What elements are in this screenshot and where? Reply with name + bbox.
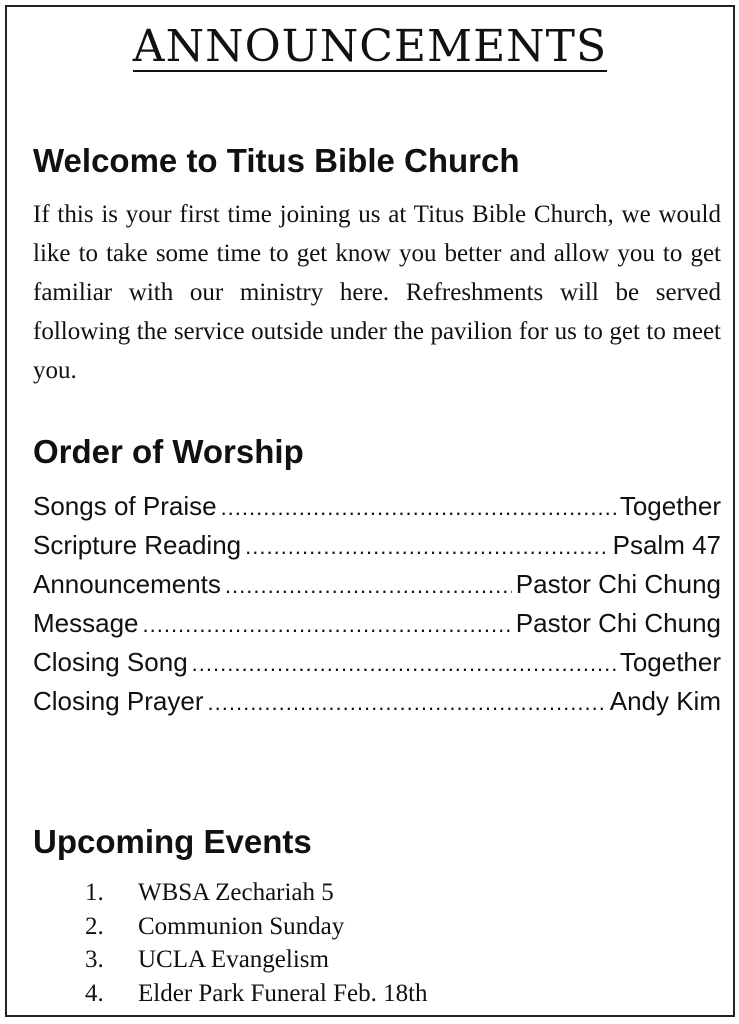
dot-leader: [245, 527, 608, 566]
order-of-worship-heading: Order of Worship: [33, 433, 304, 470]
worship-row: [33, 526, 721, 565]
worship-person: Andy Kim: [609, 686, 721, 716]
worship-row: [33, 682, 721, 721]
worship-row: [33, 604, 721, 643]
worship-item: Songs of Praise: [33, 491, 217, 521]
order-of-worship-list: [33, 487, 721, 721]
event-text: Elder Park Funeral Feb. 18th: [138, 979, 428, 1007]
worship-person: Pastor Chi Chung: [515, 569, 721, 599]
event-item: [85, 876, 428, 910]
event-item: [85, 910, 428, 944]
event-item: [85, 943, 428, 977]
worship-item: Announcements: [33, 569, 221, 599]
worship-item: Message: [33, 608, 139, 638]
event-text: UCLA Evangelism: [138, 946, 329, 973]
worship-person: Psalm 47: [612, 530, 721, 560]
worship-person: Together: [619, 647, 721, 677]
dot-leader: [221, 488, 616, 527]
dot-leader: [143, 605, 512, 644]
event-item: [85, 977, 428, 1011]
dot-leader: [208, 683, 606, 722]
worship-row: [33, 487, 721, 526]
document-title: [7, 21, 733, 72]
worship-row: [33, 643, 721, 682]
announcement-page: [5, 5, 735, 1017]
welcome-heading: Welcome to Titus Bible Church: [33, 142, 520, 179]
worship-person: Pastor Chi Chung: [515, 608, 721, 638]
worship-item: Scripture Reading: [33, 530, 242, 560]
event-number: 1.: [85, 879, 104, 906]
worship-person: Together: [619, 491, 721, 521]
dot-leader: [192, 644, 616, 683]
event-number: 4.: [85, 979, 104, 1007]
event-text: WBSA Zechariah 5: [138, 879, 334, 906]
upcoming-events-list: [85, 876, 428, 1010]
worship-item: Closing Song: [33, 647, 188, 677]
worship-row: [33, 565, 721, 604]
event-number: 3.: [85, 946, 104, 973]
upcoming-events-heading: Upcoming Events: [33, 823, 312, 860]
worship-item: Closing Prayer: [33, 686, 204, 716]
dot-leader: [225, 566, 512, 605]
document-title-text: ANNOUNCEMENTS: [132, 21, 608, 72]
event-number: 2.: [85, 912, 104, 940]
welcome-paragraph: If this is your first time joining us at Titus Bible Church, we would like to take some time to get know you better and allow you to get familiar with our ministry here. Refreshments will be served following the service outside under the pavilion for us to get to meet you.: [33, 201, 721, 384]
event-text: Communion Sunday: [138, 912, 345, 940]
